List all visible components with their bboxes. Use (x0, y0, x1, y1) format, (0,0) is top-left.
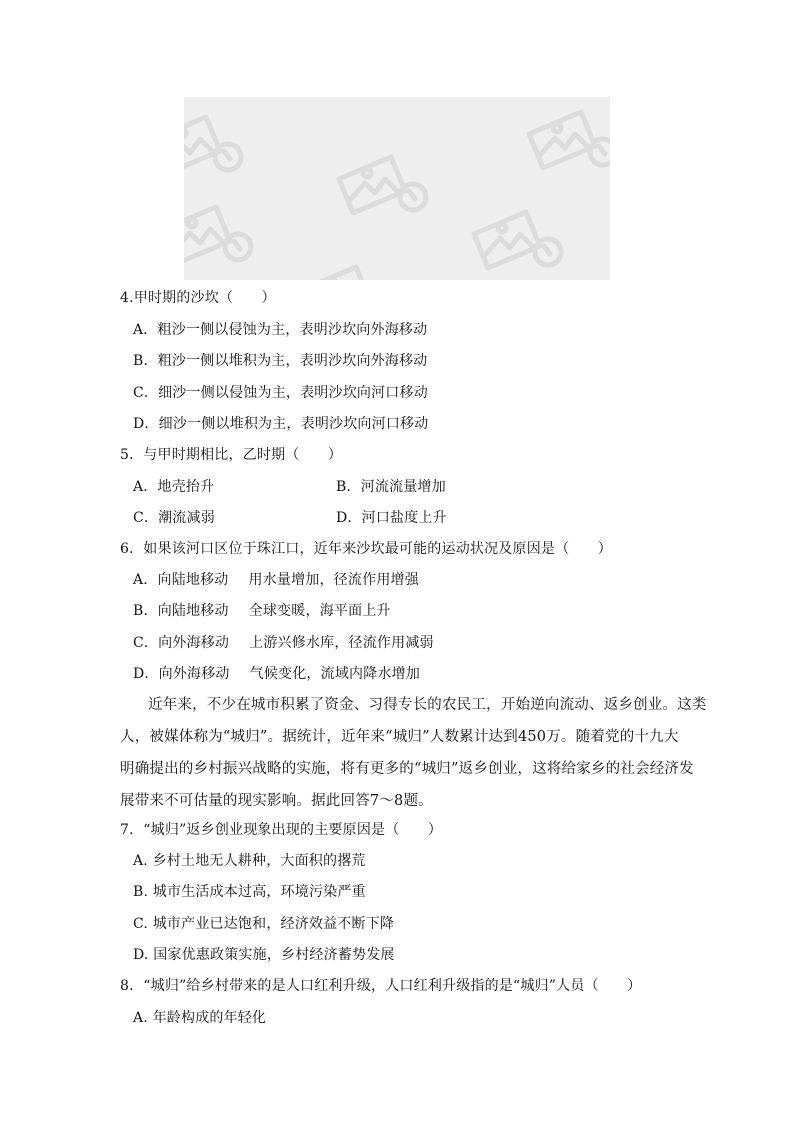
question-6-option-b (133, 601, 391, 621)
question-5-option-d: D．河口盐度上升 (336, 510, 447, 526)
question-5-option-a: A．地壳抬升 (133, 479, 215, 495)
passage-line-3: 明确提出的乡村振兴战略的实施，将有更多的“城归”返乡创业，这将给家乡的社会经济发 (120, 761, 694, 777)
option-reason: 用水量增加，径流作用增强 (248, 572, 419, 588)
option-reason: 气候变化，流域内降水增加 (249, 666, 421, 682)
question-5-option-c: C．潮流减弱 (133, 510, 215, 526)
passage-line-2: 人，被媒体称为“城归”。据统计，近年来“城归”人数累计达到450万。随着党的十九大 (120, 729, 679, 745)
question-4-option-c: C．细沙一侧以侵蚀为主，表明沙坎向河口移动 (133, 385, 428, 401)
passage-line-1: 近年来，不少在城市积累了资金、习得专长的农民工，开始逆向流动、返乡创业。这类 (148, 697, 707, 713)
option-move: C．向外海移动 (133, 635, 230, 651)
question-7-option-b: B. 城市生活成本过高，环境污染严重 (133, 884, 366, 900)
question-7-option-c: C. 城市产业已达饱和，经济效益不断下降 (133, 916, 395, 932)
question-5-stem: 5．与甲时期相比，乙时期（ ） (120, 447, 343, 463)
passage-line-4: 展带来不可估量的现实影响。据此回答7～8题。 (120, 793, 433, 809)
question-7-option-d: D. 国家优惠政策实施，乡村经济蓄势发展 (133, 947, 395, 963)
option-reason: 上游兴修水库，径流作用减弱 (249, 635, 434, 651)
question-4-option-b: B．粗沙一侧以堆积为主，表明沙坎向外海移动 (133, 353, 428, 369)
question-6-option-c (133, 633, 434, 653)
question-8-stem: 8．“城归”给乡村带来的是人口红利升级，人口红利升级指的是“城归”人员（ ） (120, 978, 642, 994)
question-7-stem: 7．“城归”返乡创业现象出现的主要原因是（ ） (120, 822, 443, 838)
option-move: D．向外海移动 (133, 666, 230, 682)
question-4-option-d: D．细沙一侧以堆积为主，表明沙坎向河口移动 (133, 416, 429, 432)
question-6-option-d (133, 664, 420, 684)
question-7-option-a: A. 乡村土地无人耕种，大面积的撂荒 (133, 853, 366, 869)
image-placeholder-icon (184, 97, 610, 280)
option-move: A．向陆地移动 (133, 572, 229, 588)
option-reason: 全球变暖，海平面上升 (248, 603, 391, 619)
option-move: B．向陆地移动 (133, 603, 229, 619)
question-8-option-a: A. 年龄构成的年轻化 (133, 1010, 267, 1026)
question-4-option-a: A．粗沙一侧以侵蚀为主，表明沙坎向外海移动 (133, 322, 428, 338)
figure-image-placeholder (184, 97, 610, 280)
question-5-option-b: B．河流流量增加 (336, 479, 446, 495)
question-6-option-a (133, 570, 419, 590)
question-6-stem: 6．如果该河口区位于珠江口，近年来沙坎最可能的运动状况及原因是（ ） (120, 541, 612, 557)
question-4-stem: 4.甲时期的沙坎（ ） (120, 290, 276, 306)
